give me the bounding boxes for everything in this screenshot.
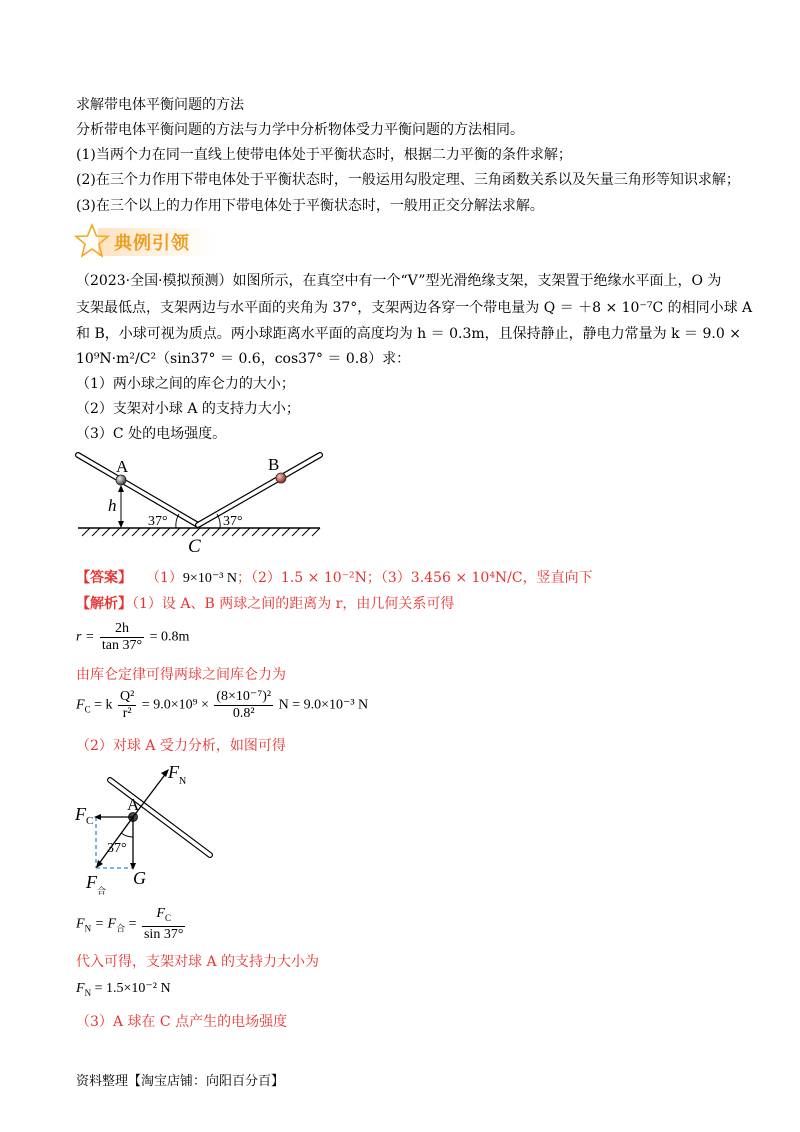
answer-tag: 【答案】 xyxy=(76,570,132,586)
answer-part-1: （1） xyxy=(146,570,183,586)
eq2-f-sub: C xyxy=(84,704,91,715)
eq2-f: F xyxy=(76,697,85,713)
ground-hatching xyxy=(82,528,320,536)
problem-line-2: 支架最低点，支架两边与水平面的夹角为 37°，支架两边各穿一个带电量为 Q ＝ ＋8 × 10⁻⁷C 的相同小球 A xyxy=(76,300,753,316)
gravity-arrow xyxy=(130,817,136,870)
problem-line-1: （2023·全国·模拟预测）如图所示，在真空中有一个“V”型光滑绝缘支架，支架置于绝缘水平面上，O 为 xyxy=(76,273,722,289)
force-diagram xyxy=(70,760,240,900)
intro-lead: 分析带电体平衡问题的方法与力学中分析物体受力平衡问题的方法相同。 xyxy=(76,122,524,138)
eq3-numerator xyxy=(142,906,185,927)
label-f-resultant: F xyxy=(86,872,97,892)
right-rod xyxy=(198,455,320,525)
eq2-f1-denominator: r² xyxy=(122,706,132,721)
ball-b xyxy=(276,473,286,483)
eq4-result: = 1.5×10⁻² N xyxy=(94,981,171,996)
angle-arc xyxy=(121,833,133,837)
answer-value-1: 9×10⁻³ N xyxy=(182,571,238,586)
eq2-fraction-1 xyxy=(118,689,136,722)
equation-support-result xyxy=(76,980,171,998)
angle-label: 37° xyxy=(107,841,127,856)
eq2-fraction-2 xyxy=(214,689,273,722)
eq1-left: r = xyxy=(76,629,95,645)
v-support-figure xyxy=(70,448,330,558)
badge-label: 典例引领 xyxy=(114,233,190,254)
eq2-constant: = 9.0×10⁹ × xyxy=(141,697,209,713)
answer-line xyxy=(76,568,593,589)
eq4-f-sub: N xyxy=(84,987,92,998)
intro-item-2: (2)在三个力作用下带电体处于平衡状态时，一般运用勾股定理、三角函数关系以及矢量三角形等知识求解； xyxy=(76,172,740,188)
eq2-f2-denominator: 0.8² xyxy=(232,706,255,721)
label-fn: F xyxy=(168,762,179,782)
label-a-small: A xyxy=(127,795,140,814)
analysis-line-1 xyxy=(76,594,454,614)
label-fc-sub: C xyxy=(86,815,94,827)
equation-support-force xyxy=(76,906,187,943)
coulomb-force-arrow xyxy=(94,814,133,820)
footer-credit: 资料整理【淘宝店铺：向阳百分百】 xyxy=(76,1074,285,1089)
intro-item-1: (1)当两个力在同一直线上使带电体处于平衡状态时，根据二力平衡的条件求解； xyxy=(76,147,572,163)
eq3-f-sub: N xyxy=(84,923,92,934)
eq1-numerator: 2h xyxy=(100,621,144,638)
section-title: 求解带电体平衡问题的方法 xyxy=(76,97,244,113)
label-fn-sub: N xyxy=(179,776,187,787)
eq1-fraction xyxy=(100,621,144,654)
analysis-step-2: 由库仑定律可得两球之间库仑力为 xyxy=(76,667,286,683)
equation-distance xyxy=(76,621,189,654)
eq3-f: F xyxy=(76,916,85,932)
analysis-step-5: （3）A 球在 C 点产生的电场强度 xyxy=(76,1014,288,1030)
eq3-f-resultant-sub: 合 xyxy=(116,923,126,934)
eq3-denominator: sin 37° xyxy=(143,926,184,942)
answer-part-2: ；（2）1.5 × 10⁻²N；（3）3.456 × 10⁴N/C，竖直向下 xyxy=(237,570,593,586)
angle-label-left: 37° xyxy=(148,514,168,529)
question-2: （2）支架对小球 A 的支持力大小； xyxy=(76,401,300,417)
label-a: A xyxy=(116,457,129,476)
eq4-f: F xyxy=(76,981,85,996)
label-c: C xyxy=(188,536,201,557)
eq3-equals: = xyxy=(128,916,137,932)
eq1-denominator: tan 37° xyxy=(101,638,143,653)
label-f-resultant-sub: 合 xyxy=(97,887,107,897)
example-badge xyxy=(74,222,214,260)
analysis-step-1: （1）设 A、B 两球之间的距离为 r，由几何关系可得 xyxy=(132,596,455,612)
question-1: （1）两小球之间的库仑力的大小； xyxy=(76,376,295,392)
label-g: G xyxy=(133,868,146,888)
label-fc: F xyxy=(75,804,86,824)
analysis-step-4: 代入可得，支架对球 A 的支持力大小为 xyxy=(76,954,320,970)
equation-coulomb xyxy=(76,689,368,722)
eq2-k: = k xyxy=(94,697,113,713)
question-3: （3）C 处的电场强度。 xyxy=(76,426,227,442)
eq3-fraction xyxy=(142,906,185,943)
eq2-f1-numerator: Q² xyxy=(119,689,135,704)
analysis-tag: 【解析】 xyxy=(76,596,132,612)
label-b: B xyxy=(268,455,280,474)
label-h: h xyxy=(108,496,117,515)
angle-label-right: 37° xyxy=(223,514,243,529)
eq3-num-sub: C xyxy=(164,912,171,923)
problem-line-3: 和 B，小球可视为质点。两小球距离水平面的高度均为 h ＝ 0.3m，且保持静止，静电力常量为 k ＝ 9.0 × xyxy=(76,326,741,342)
eq3-num-f: F xyxy=(156,906,165,921)
intro-item-3: (3)在三个以上的力作用下带电体处于平衡状态时，一般用正交分解法求解。 xyxy=(76,198,544,214)
height-arrow xyxy=(118,485,124,528)
eq1-right: = 0.8m xyxy=(149,629,190,645)
eq3-f-resultant: = F xyxy=(94,916,117,932)
eq2-f2-numerator: (8×10⁻⁷)² xyxy=(216,689,272,704)
left-rod xyxy=(78,455,198,525)
star-icon xyxy=(74,223,110,259)
ball-a xyxy=(116,475,126,485)
analysis-step-3: （2）对球 A 受力分析，如图可得 xyxy=(76,738,286,754)
eq2-result: N = 9.0×10⁻³ N xyxy=(278,697,369,713)
problem-line-4: 10⁹N·m²/C²（sin37° ＝ 0.6，cos37° ＝ 0.8）求： xyxy=(76,351,411,367)
